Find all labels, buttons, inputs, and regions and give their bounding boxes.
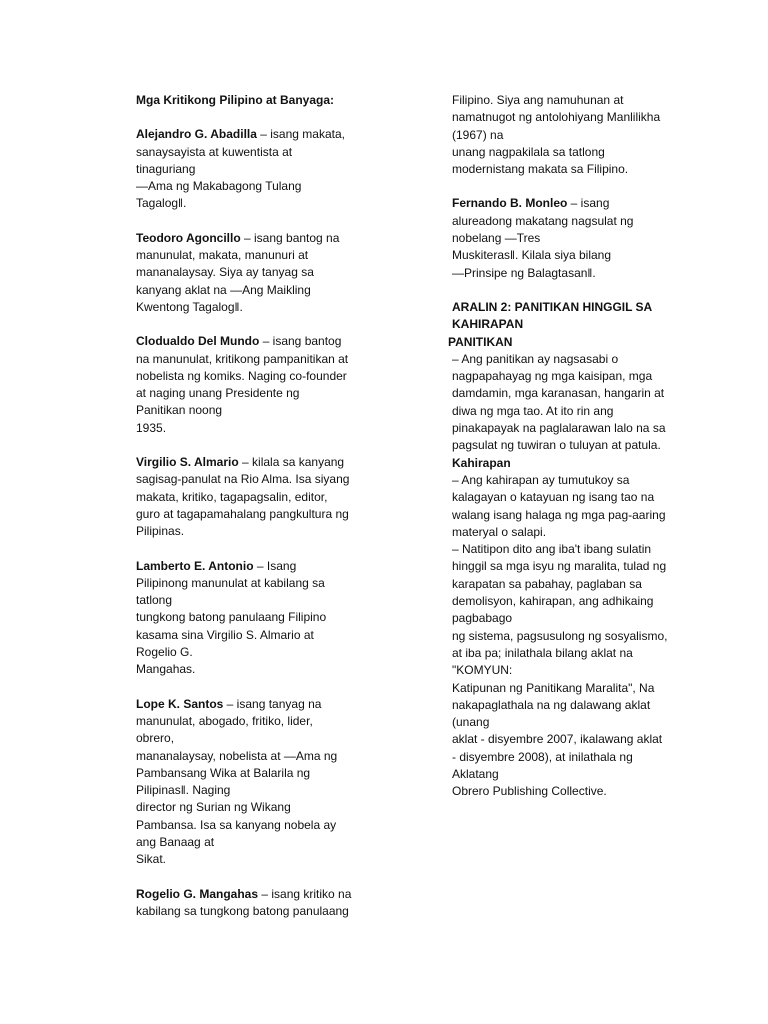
entry-text: Panitikan noong — [136, 403, 223, 418]
paragraph-line: (unang — [452, 715, 490, 730]
entry-text: at naging unang Presidente ng — [136, 386, 300, 401]
critic-name: Teodoro Agoncillo — [136, 230, 241, 245]
paragraph-line: hinggil sa mga isyu ng maralita, tulad ng — [452, 559, 667, 574]
entry-text: – isang makata, — [256, 127, 345, 142]
entry-text: ―Prinsipe ng Balagtasan‖. — [452, 265, 596, 280]
paragraph-line: – Ang panitikan ay nagsasabi o — [452, 351, 619, 366]
continuation-text: Filipino. Siya ang namuhunan at — [452, 93, 624, 107]
entry-text: 1935. — [136, 420, 167, 435]
entry-text: – isang — [567, 196, 610, 211]
continuation-text: unang nagpakilala sa tatlong — [452, 144, 605, 159]
entry-agoncillo — [136, 230, 376, 247]
paragraph-line: kalagayan o katayuan ng isang tao na — [452, 490, 655, 505]
paragraph-line: Katipunan ng Panitikang Maralita", Na — [452, 680, 655, 695]
entry-text: Sikat. — [136, 852, 167, 867]
paragraph-line: walang isang halaga ng mga pag-aaring — [452, 507, 666, 522]
entry-text: mananalaysay. Siya ay tanyag sa — [136, 265, 314, 280]
entry-text: Kwentong Tagalog‖. — [136, 299, 243, 314]
paragraph-line: materyal o salapi. — [452, 524, 547, 539]
entry-text: Pilipinas‖. Naging — [136, 783, 231, 798]
entry-text: tungkong batong panulaang Filipino — [136, 610, 327, 625]
kahirapan-heading: Kahirapan — [452, 455, 511, 470]
paragraph-line: demolisyon, kahirapan, ang adhikaing — [452, 594, 654, 609]
panitikan-heading: PANITIKAN — [448, 334, 513, 349]
entry-monleo — [452, 195, 692, 212]
entry-text: kasama sina Virgilio S. Almario at — [136, 627, 314, 642]
entry-text: Rogelio G. — [136, 645, 193, 660]
entry-text: tatlong — [136, 593, 173, 608]
entry-mangahas — [136, 886, 376, 903]
critic-name: Clodualdo Del Mundo — [136, 334, 260, 349]
continuation-text: modernistang makata sa Filipino. — [452, 162, 629, 177]
entry-text: guro at tagapamahalang pangkultura ng — [136, 506, 349, 521]
entry-text: makata, kritiko, tagapagsalin, editor, — [136, 489, 328, 504]
paragraph-line: "KOMYUN: — [452, 663, 513, 678]
lesson-heading-cont: KAHIRAPAN — [452, 317, 524, 332]
lesson-heading: ARALIN 2: PANITIKAN HINGGIL SA — [452, 299, 653, 314]
left-column — [136, 92, 376, 920]
entry-text: kanyang aklat na ―Ang Maikling — [136, 282, 311, 297]
section-title: Mga Kritikong Pilipino at Banyaga: — [136, 93, 335, 107]
entry-text: kabilang sa tungkong batong panulaang — [136, 903, 349, 918]
paragraph-line: pagsulat ng tuwiran o tuluyan at patula. — [452, 438, 661, 453]
paragraph-line: nakapaglathala na ng dalawang aklat — [452, 697, 651, 712]
entry-del-mundo — [136, 333, 376, 350]
entry-text: nobelista ng komiks. Naging co-founder — [136, 368, 347, 383]
entry-text: manunulat, makata, manunuri at — [136, 248, 309, 263]
paragraph-line: at iba pa; inilathala bilang aklat na — [452, 645, 633, 660]
paragraph-line: aklat - disyembre 2007, ikalawang aklat — [452, 732, 663, 747]
critic-name: Fernando B. Monleo — [452, 196, 568, 211]
paragraph-line: damdamin, mga karanasan, hangarin at — [452, 386, 665, 401]
critic-name: Rogelio G. Mangahas — [136, 886, 259, 901]
paragraph-line: Aklatang — [452, 766, 499, 781]
critic-name: Lope K. Santos — [136, 696, 224, 711]
entry-text: Muskiteras‖. Kilala siya bilang — [452, 248, 612, 263]
entry-text: – isang bantog na — [240, 230, 340, 245]
critic-name: Virgilio S. Almario — [136, 455, 239, 470]
entry-almario — [136, 454, 376, 471]
entry-text: – Isang — [253, 558, 297, 573]
entry-text: Pilipinong manunulat at kabilang sa — [136, 575, 325, 590]
entry-santos — [136, 696, 376, 713]
entry-text: – isang kritiko na — [258, 886, 352, 901]
entry-text: Pambansa. Isa sa kanyang nobela ay — [136, 817, 337, 832]
paragraph-line: karapatan sa pabahay, paglaban sa — [452, 576, 642, 591]
entry-text: Mangahas. — [136, 662, 196, 677]
entry-text: Pilipinas. — [136, 524, 185, 539]
entry-text: – isang tanyag na — [223, 696, 322, 711]
entry-text: ang Banaag at — [136, 834, 215, 849]
continuation-text: namatnugot ng antolohiyang Manlilikha — [452, 110, 661, 125]
entry-text: nobelang ―Tres — [452, 231, 541, 246]
right-column — [448, 92, 692, 801]
paragraph-line: pagbabago — [452, 611, 513, 626]
entry-text: alureadong makatang nagsulat ng — [452, 213, 634, 228]
entry-text: director ng Surian ng Wikang — [136, 800, 291, 815]
paragraph-line: Obrero Publishing Collective. — [452, 784, 607, 799]
entry-text: mananalaysay, nobelista at ―Ama ng — [136, 748, 338, 763]
paragraph-line: – Ang kahirapan ay tumutukoy sa — [452, 472, 630, 487]
entry-antonio — [136, 558, 376, 575]
entry-text: manunulat, abogado, fritiko, lider, — [136, 713, 313, 728]
entry-text: sanaysayista at kuwentista at — [136, 144, 293, 159]
paragraph-line: ng sistema, pagsusulong ng sosyalismo, — [452, 628, 668, 643]
entry-text: sagisag-panulat na Rio Alma. Isa siyang — [136, 472, 350, 487]
entry-text: obrero, — [136, 731, 175, 746]
entry-text: Pambansang Wika at Balarila ng — [136, 765, 311, 780]
entry-text: – kilala sa kanyang — [238, 455, 345, 470]
critic-name: Lamberto E. Antonio — [136, 558, 254, 573]
critic-name: Alejandro G. Abadilla — [136, 127, 257, 142]
paragraph-line: – Natitipon dito ang iba't ibang sulatin — [452, 542, 652, 557]
entry-text: – isang bantog — [259, 334, 342, 349]
entry-text: tinaguriang — [136, 161, 196, 176]
entry-abadilla — [136, 126, 376, 143]
continuation-text: (1967) na — [452, 127, 504, 142]
paragraph-line: nagpapahayag ng mga kaisipan, mga — [452, 369, 653, 384]
paragraph-line: - disyembre 2008), at inilathala ng — [452, 749, 633, 764]
paragraph-line: pinakapayak na paglalarawan lalo na sa — [452, 421, 666, 436]
entry-text: Tagalog‖. — [136, 196, 187, 211]
entry-text: ―Ama ng Makabagong Tulang — [136, 179, 302, 194]
paragraph-line: diwa ng mga tao. At ito rin ang — [452, 403, 614, 418]
entry-text: na manunulat, kritikong pampanitikan at — [136, 351, 349, 366]
